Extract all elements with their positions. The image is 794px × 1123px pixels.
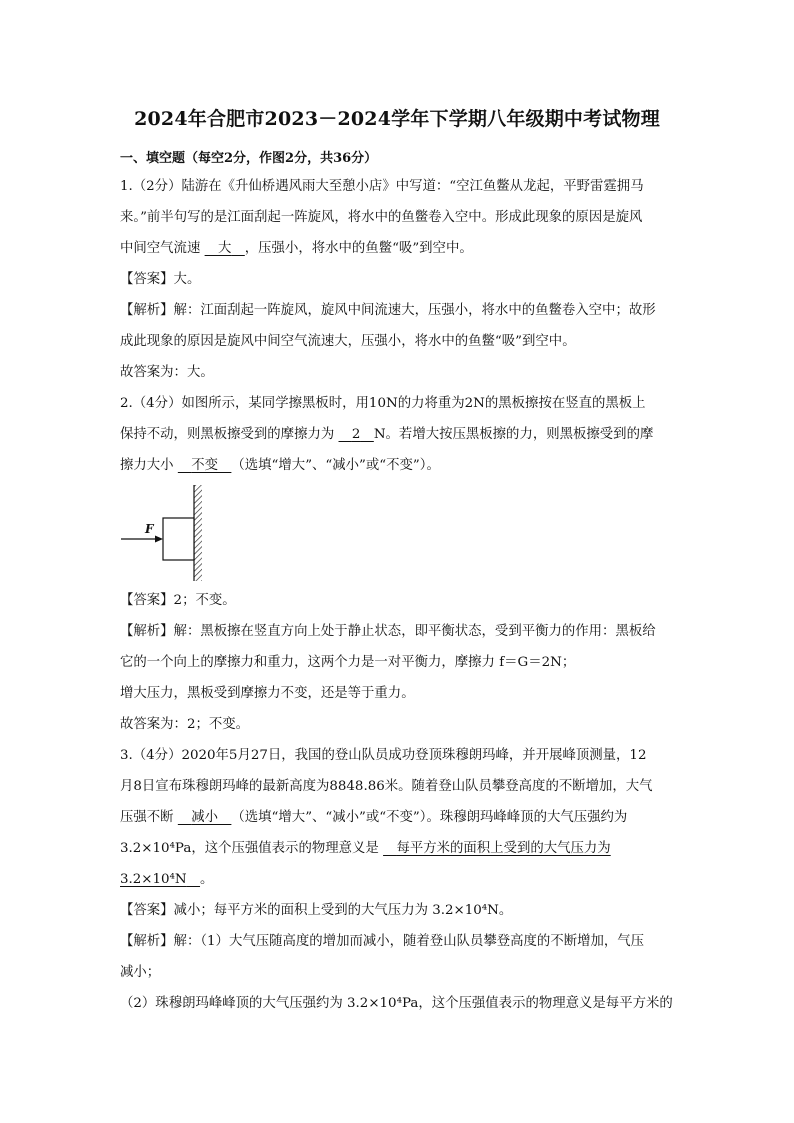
wall-hatching <box>194 485 202 581</box>
eraser-block <box>163 518 194 560</box>
q2-final-answer: 故答案为：2；不变。 <box>120 717 250 732</box>
q3-blank-1-value: 减小 <box>191 810 218 825</box>
q3-blank-1 <box>178 810 232 825</box>
q2-blank-2 <box>178 458 232 473</box>
q1-line-3-text-a: 中间空气流速 <box>120 241 201 256</box>
q3-line-3-text-a: 压强不断 <box>120 810 174 825</box>
q1-explanation-2: 成此现象的原因是旋风中间空气流速大，压强小，将水中的鱼鳖“吸”到空中。 <box>120 334 576 349</box>
q3-line-3-text-c: （选填“增大”、“减小”或“不变”）。珠穆朗玛峰峰顶的大气压强约为 <box>231 810 628 825</box>
q2-explanation-3: 增大压力，黑板受到摩擦力不变，还是等于重力。 <box>120 686 415 701</box>
q2-blank-2-value: 不变 <box>191 458 218 473</box>
q2-explanation-2: 它的一个向上的摩擦力和重力，这两个力是一对平衡力，摩擦力 f＝G＝2N； <box>120 655 576 670</box>
q3-blank-2-value-part-2: 3.2×10⁴N <box>120 872 187 887</box>
q1-line-3 <box>120 240 473 258</box>
q2-line-2-text-a: 保持不动，则黑板擦受到的摩擦力为 <box>120 427 335 442</box>
q1-blank-answer <box>205 241 245 256</box>
q3-blank-2-part-2 <box>120 872 200 887</box>
force-label-f: F <box>145 522 154 536</box>
force-arrow-head <box>155 536 163 543</box>
q1-line-3-text-c: ，压强小，将水中的鱼鳖“吸”到空中。 <box>244 241 473 256</box>
q3-line-4 <box>120 840 611 858</box>
q2-line-2 <box>120 426 653 444</box>
q2-answer: 【答案】2；不变。 <box>120 593 236 608</box>
q1-explanation-1: 【解析】解：江面刮起一阵旋风，旋风中间流速大，压强小，将水中的鱼鳖卷入空中；故形 <box>120 303 656 318</box>
q2-line-2-text-c: N。若增大按压黑板擦的力，则黑板擦受到的摩 <box>373 427 654 442</box>
q3-explanation-2: 减小； <box>120 965 161 980</box>
q3-line-5-text-b: 。 <box>200 872 214 887</box>
q2-explanation-1: 【解析】解：黑板擦在竖直方向上处于静止状态，即平衡状态，受到平衡力的作用：黑板给 <box>120 624 656 639</box>
q3-blank-2-part-1 <box>383 841 611 856</box>
q1-line-2: 来。”前半句写的是江面刮起一阵旋风，将水中的鱼鳖卷入空中。形成此现象的原因是旋风 <box>120 210 643 225</box>
eraser-on-wall-figure <box>118 483 218 583</box>
q3-line-2: 月8日宣布珠穆朗玛峰的最新高度为8848.86米。随着登山队员攀登高度的不断增加，大气 <box>120 779 653 794</box>
q3-line-3 <box>120 809 627 827</box>
q2-line-3-text-a: 擦力大小 <box>120 458 174 473</box>
q1-answer: 【答案】大。 <box>120 272 201 287</box>
q3-line-1: 3.（4分）2020年5月27日，我国的登山队员成功登顶珠穆朗玛峰，并开展峰顶测量，12 <box>120 748 647 763</box>
q3-blank-2-value-part-1: 每平方米的面积上受到的大气压力为 <box>396 841 611 856</box>
q2-line-1: 2.（4分）如图所示，某同学擦黑板时，用10N的力将重为2N的黑板擦按在竖直的黑板上 <box>120 396 646 411</box>
q2-line-3 <box>120 457 440 475</box>
q3-line-5 <box>120 871 213 889</box>
q2-blank-1-value: 2 <box>351 427 361 442</box>
section-heading: 一、填空题（每空2分，作图2分，共36分） <box>120 151 378 166</box>
q3-explanation-1: 【解析】解：（1）大气压随高度的增加而减小，随着登山队员攀登高度的不断增加，气压 <box>120 934 645 949</box>
q3-line-4-text-a: 3.2×10⁴Pa，这个压强值表示的物理意义是 <box>120 841 379 856</box>
q1-final-answer: 故答案为：大。 <box>120 365 214 380</box>
q3-answer: 【答案】减小；每平方米的面积上受到的大气压力为 3.2×10⁴N。 <box>120 903 513 918</box>
q3-explanation-3: （2）珠穆朗玛峰峰顶的大气压强约为 3.2×10⁴Pa，这个压强值表示的物理意义是每平方米的 <box>120 996 673 1011</box>
q2-blank-1 <box>339 427 374 442</box>
page-title: 2024年合肥市2023－2024学年下学期八年级期中考试物理 <box>134 108 660 130</box>
q2-line-3-text-c: （选填“增大”、“减小”或“不变”）。 <box>231 458 440 473</box>
q1-line-1: 1.（2分）陆游在《升仙桥遇风雨大至憩小店》中写道：“空江鱼鳖从龙起，平野雷霆拥马 <box>120 179 644 194</box>
q1-blank-value: 大 <box>218 241 232 256</box>
